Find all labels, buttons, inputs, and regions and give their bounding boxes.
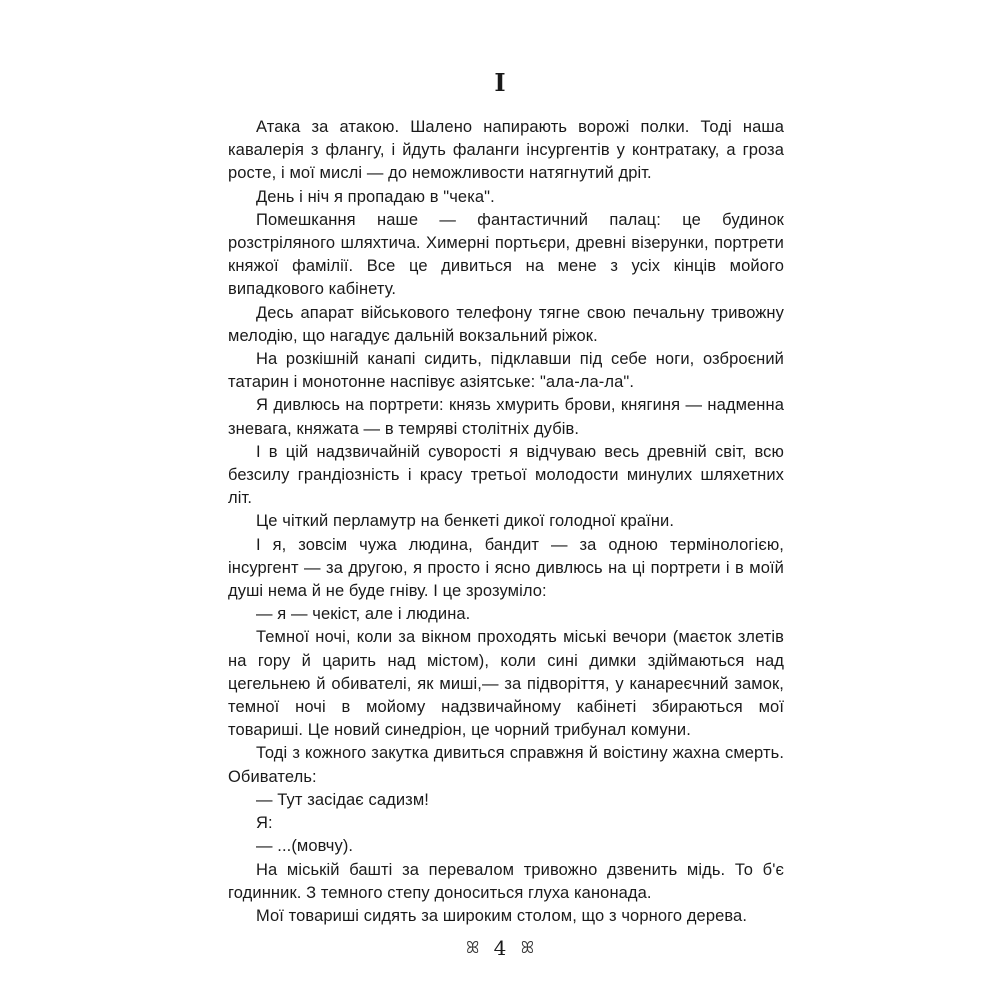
paragraph: І в цій надзвичайній суворості я відчуваю весь древній світ, всю безсилу грандіозність і красу третьої молодости минулих шляхетних літ.	[228, 442, 784, 508]
paragraph: На міській башті за перевалом тривожно дзвенить мідь. То б'є годинник. З темного степу доноситься глуха канонада.	[228, 860, 784, 902]
paragraph: Десь апарат військового телефону тягне свою печальну тривожну мелодію, що нагадує дальній вокзальний ріжок.	[228, 303, 784, 345]
page-number: 4	[493, 935, 507, 960]
paragraph: Я:	[256, 814, 273, 833]
chapter-number: I	[494, 68, 506, 97]
paragraph: І я, зовсім чужа людина, бандит — за одною термінологією, інсургент — за другою, я просто і ясно дивлюсь на ці портрети і в моїй душі нема й не буде гніву. І це зрозуміло:	[228, 535, 784, 601]
paragraph: — я — чекіст, але і людина.	[256, 605, 471, 624]
paragraph: Тоді з кожного закутка дивиться справжня й воістину жахна смерть. Обиватель:	[228, 744, 784, 786]
paragraph: Атака за атакою. Шалено напирають ворожі полки. Тоді наша кавалерія з флангу, і йдуть фаланги інсургентів у контратаку, а гроза росте, і мої мислі — до неможливости натягнутий дріт.	[228, 118, 784, 183]
ornament-left-icon: ꕤ	[465, 937, 480, 957]
paragraph: На розкішній канапі сидить, підклавши під себе ноги, озброєний татарин і монотонне наспівує азіятське: "ала-ла-ла".	[228, 350, 784, 392]
ornament-right-icon: ꕤ	[520, 937, 535, 957]
chapter-body	[228, 116, 784, 928]
paragraph: Темної ночі, коли за вікном проходять міські вечори (маєток злетів на гору й царить над містом), коли сині димки здіймаються над цегельнею й обивателі, як миші,— за підворіття, у канареєчний замок, темної ночі в мойому надзвичайному кабінеті збираються мої товариші. Це новий синедріон, це чорний трибунал комуни.	[228, 628, 784, 740]
paragraph: День і ніч я пропадаю в "чека".	[256, 187, 495, 206]
paragraph: Мої товариші сидять за широким столом, що з чорного дерева.	[256, 906, 748, 925]
page-footer	[0, 934, 1000, 960]
paragraph: Помешкання наше — фантастичний палац: це будинок розстріляного шляхтича. Химерні портьєри, древні візерунки, портрети княжої фамілії. Все це дивиться на мене з усіх кінців мойого випадкового кабінету.	[228, 210, 784, 299]
paragraph: Я дивлюсь на портрети: князь хмурить брови, княгиня — надменна зневага, княжата — в темряві столітніх дубів.	[228, 396, 784, 438]
paragraph: — Тут засідає садизм!	[256, 790, 429, 809]
paragraph: — ...(мовчу).	[256, 837, 354, 856]
paragraph: Це чіткий перламутр на бенкеті дикої голодної країни.	[256, 512, 675, 531]
